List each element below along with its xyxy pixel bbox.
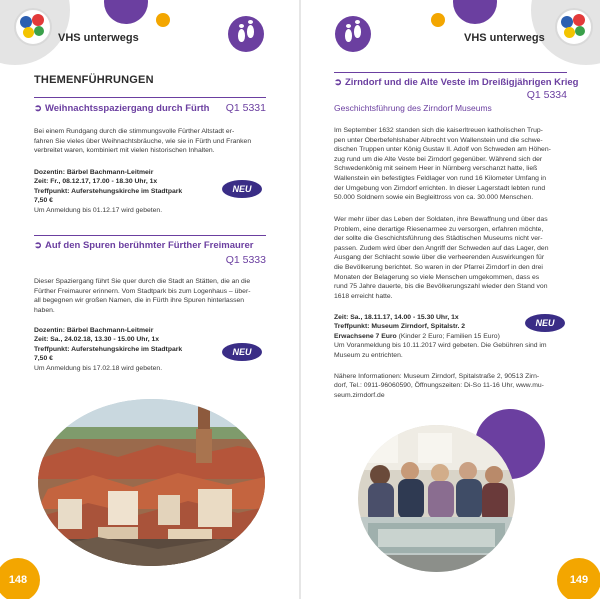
section-rule — [34, 97, 266, 98]
body-line: die Bevölkerung berichtet. So waren in der Pfarrei Zirndorf in den drei — [334, 263, 543, 271]
header-title: VHS unterwegs — [58, 32, 139, 44]
section-description — [34, 277, 266, 315]
page-heading: THEMENFÜHRUNGEN — [34, 74, 154, 86]
section-title — [34, 103, 209, 114]
section-rule — [334, 72, 567, 73]
price: Erwachsene 7 Euro — [334, 332, 397, 340]
museum-photo — [358, 425, 515, 572]
body-line: der Umgebung von Zirndorf errichten. In dieser Lagerstadt lebten rund — [334, 184, 546, 192]
body-line: haben. — [34, 306, 55, 314]
section-description — [334, 215, 567, 301]
body-line: zug rund um die Alte Veste bei Zirndorf gegenüber. Während sich der — [334, 155, 543, 163]
section-rule — [34, 235, 266, 236]
course-code: Q1 5333 — [225, 254, 266, 266]
body-line: Wallenstein ein befestigtes Feldlager von rund 16 Kilometer Umfang in — [334, 174, 547, 182]
info-line: dorf, Tel.: 0911-96060590, Öffnungszeiten: Di-So 11-16 Uhr, www.mu- — [334, 382, 544, 390]
new-badge: NEU — [525, 314, 565, 332]
info-line: Nähere Informationen: Museum Zirndorf, Spitalstraße 2, 90513 Zirn- — [334, 373, 540, 380]
lecturer: Dozentin: Bärbel Bachmann-Leitmeir — [34, 169, 154, 176]
body-line: verbreitet waren, kombiniert mit vielen historischen Inhalten. — [34, 147, 215, 155]
registration-note: Museum zu entrichten. — [334, 351, 403, 359]
body-line: Im September 1632 standen sich die kaiserltreuen katholischen Trup- — [334, 127, 543, 134]
registration-note: Um Anmeldung bis 01.12.17 wird gebeten. — [34, 206, 163, 214]
body-line: Dieser Spaziergang führt Sie quer durch die Stadt an Stätten, die an die — [34, 278, 251, 285]
body-line: pen unter Oberbefehlshaber Albrecht von Wallenstein und die schwe- — [334, 136, 543, 144]
price: 7,50 € — [34, 197, 53, 205]
price: 7,50 € — [34, 355, 53, 363]
header-title: VHS unterwegs — [464, 32, 545, 44]
decor-circle-purple — [104, 0, 148, 24]
registration-note: Um Anmeldung bis 17.02.18 wird gebeten. — [34, 364, 163, 372]
left-page — [0, 0, 299, 599]
info-line: seum.zirndorf.de — [334, 391, 385, 399]
section-title-text: Weihnachtsspaziergang durch Fürth — [44, 103, 210, 114]
body-line: Wer mehr über das Leben der Soldaten, ihre Bewaffnung und über das — [334, 216, 548, 223]
course-code: Q1 5331 — [225, 102, 266, 114]
page-number: 149 — [557, 558, 600, 599]
new-badge: NEU — [222, 343, 262, 361]
section-title-text: Zirndorf und die Alte Veste im Dreißigjährigen Krieg — [344, 77, 579, 88]
meeting-point: Treffpunkt: Auferstehungskirche im Stadtpark — [34, 345, 183, 353]
time: Zeit: Fr., 08.12.17, 17.00 - 18.30 Uhr, 1x — [34, 178, 158, 186]
registration-note: Um Voranmeldung bis 10.11.2017 wird gebeten. Die Gebühren sind im — [334, 342, 547, 350]
lecturer: Dozentin: Bärbel Bachmann-Leitmeir — [34, 327, 154, 334]
body-line: rund 75 Jahre dauerte, bis die Bevölkerungszahl wieder den Stand von — [334, 283, 548, 291]
price-details: (Kinder 2 Euro; Familien 15 Euro) — [396, 332, 500, 340]
section-title — [334, 77, 578, 88]
section-title — [34, 240, 253, 251]
vhs-logo-icon — [14, 8, 52, 46]
course-code: Q1 5334 — [526, 89, 567, 101]
body-line: Fürther Freimaurer erinnern. Vom Stadtpark bis zum Logenhaus – über- — [34, 287, 251, 295]
section-title-text: Auf den Spuren berühmter Fürther Freimaurer — [44, 240, 254, 251]
body-line: 50.000 Soldnern sowie ein Begleittross von ca. 30.000 Menschen. — [334, 194, 534, 202]
body-line: dischen Truppen unter König Gustav II. Adolf von Schweden am Höhen- — [334, 146, 551, 154]
contact-info — [334, 372, 567, 400]
new-badge: NEU — [222, 180, 262, 198]
section-subtitle: Geschichtsführung des Zirndorf Museums — [334, 103, 492, 113]
body-line: fahren Sie vieles über Weihnachtsbräuche, wie sie in Fürth und Franken — [34, 137, 252, 145]
body-line: Bei einem Rundgang durch die stimmungsvolle Fürther Altstadt er- — [34, 128, 235, 135]
meeting-point: Treffpunkt: Auferstehungskirche im Stadtpark — [34, 187, 183, 195]
arrow-right-icon: ➲ — [34, 103, 42, 114]
body-line: Monaten der Belagerung so viele Menschen umgekommen, dass es — [334, 273, 540, 281]
decor-dot-yellow — [156, 13, 170, 27]
decor-dot-yellow — [431, 13, 445, 27]
body-line: all begegnen wir großen Namen, die in Fürth ihre Spuren hinterlassen — [34, 297, 245, 305]
time: Zeit: Sa., 24.02.18, 13.30 - 15.00 Uhr, 1x — [34, 336, 160, 344]
arrow-right-icon: ➲ — [334, 77, 342, 88]
footprints-icon — [335, 16, 371, 52]
meeting-point: Treffpunkt: Museum Zirndorf, Spitalstr. 2 — [334, 323, 466, 331]
section-description — [334, 126, 567, 203]
museum-photo-image — [358, 425, 515, 572]
body-line: passen. Zudem wird über den Angriff der Schweden auf das Lager, den — [334, 244, 549, 252]
time: Zeit: Sa., 18.11.17, 14.00 - 15.30 Uhr, 1x — [334, 314, 459, 321]
body-line: Schwedenkönig mit seinem Heer in Nürnberg verschanzt hatte, ließ — [334, 165, 538, 173]
body-line: Ausgang der Schlacht sowie über die verheerenden Auswirkungen für — [334, 254, 545, 262]
city-photo-image — [38, 399, 265, 566]
vhs-logo-icon — [555, 8, 593, 46]
body-line: der sollte die Geschichtsführung des Städtischen Museums nicht ver- — [334, 235, 543, 243]
body-line: 1618 erreicht hatte. — [334, 292, 393, 300]
footprints-icon — [228, 16, 264, 52]
city-photo — [38, 399, 265, 566]
section-description — [34, 127, 266, 156]
decor-circle-purple — [453, 0, 497, 24]
arrow-right-icon: ➲ — [34, 240, 42, 251]
body-line: Problem, eine derartige Riesenarmee zu versorgen, erfahren möchte, — [334, 225, 544, 233]
page-number: 148 — [0, 558, 40, 599]
